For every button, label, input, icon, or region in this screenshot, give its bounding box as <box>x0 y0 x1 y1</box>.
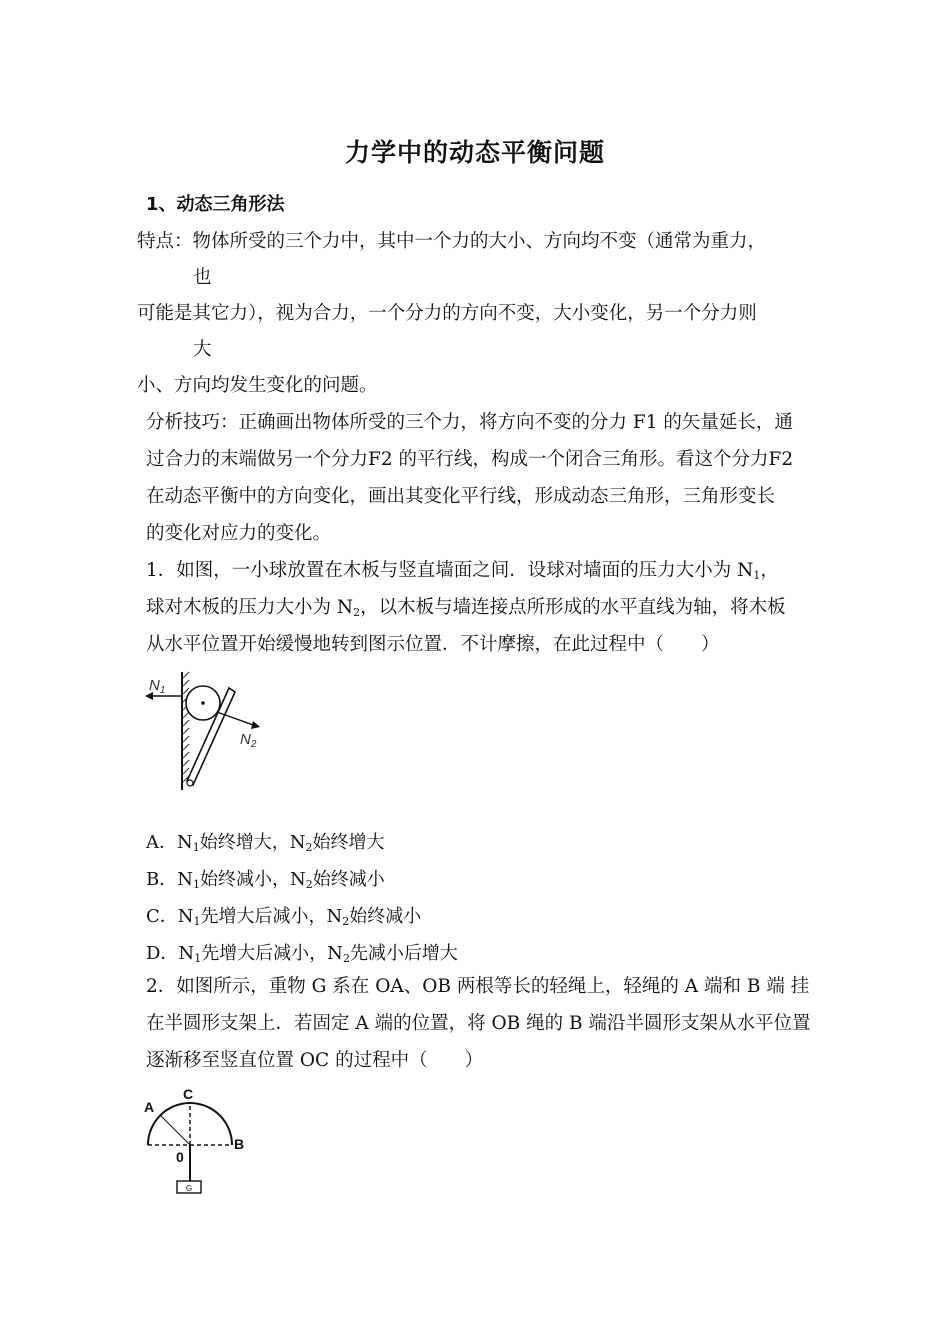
features-line-4: 大 <box>193 339 212 360</box>
q1-option-a[interactable]: A．$N_1$始终增大，$N_2$始终增大 <box>146 832 385 854</box>
q1-line-1: 1．如图，一小球放置在木板与竖直墙面之间．设球对墙面的压力大小为 $N_1$， <box>146 560 779 582</box>
q1-line-3: 从水平位置开始缓慢地转到图示位置．不计摩擦，在此过程中（ ） <box>146 634 720 655</box>
analysis-line-1: 分析技巧：正确画出物体所受的三个力，将方向不变的分力 F1 的矢量延长，通 <box>146 412 793 433</box>
label-c: C <box>183 1086 194 1102</box>
q1-option-b[interactable]: B．$N_1$始终减小，$N_2$始终减小 <box>146 869 385 891</box>
analysis-line-2: 过合力的末端做另一个分力F2 的平行线，构成一个闭合三角形。看这个分力F2 <box>146 449 794 470</box>
label-a: A <box>144 1099 155 1115</box>
analysis-line-4: 的变化对应力的变化。 <box>146 523 332 544</box>
q1-option-c[interactable]: C．$N_1$先增大后减小，$N_2$始终减小 <box>146 906 422 928</box>
features-line-1: 特点：物体所受的三个力中，其中一个力的大小、方向均不变（通常为重力， <box>137 231 767 252</box>
pivot-icon <box>187 780 193 786</box>
q1-figure-ball-board-wall <box>140 670 275 795</box>
q1-line-2: 球对木板的压力大小为 $N_2$，以木板与墙连接点所形成的水平直线为轴，将木板 <box>146 597 786 619</box>
label-o: 0 <box>176 1149 184 1165</box>
label-b: B <box>234 1136 245 1152</box>
features-line-5: 小、方向均发生变化的问题。 <box>137 375 378 396</box>
svg-text:G: G <box>185 1184 193 1193</box>
features-line-2: 也 <box>193 267 212 288</box>
q2-figure-semicircle-support <box>140 1083 250 1201</box>
n1-label: $N_1$ <box>149 677 166 696</box>
n2-label: $N_2$ <box>240 731 257 750</box>
rope-oa-icon <box>160 1115 190 1145</box>
q2-line-2: 在半圆形支架上．若固定 A 端的位置，将 OB 绳的 B 端沿半圆形支架从水平位置 <box>146 1013 811 1034</box>
section-heading: 1、动态三角形法 <box>146 194 285 215</box>
wall-icon <box>182 672 189 790</box>
q2-line-3: 逐渐移至竖直位置 OC 的过程中（ ） <box>146 1050 484 1071</box>
features-line-3: 可能是其它力），视为合力，一个分力的方向不变，大小变化，另一个分力则 <box>137 303 757 324</box>
q1-option-d[interactable]: D．$N_1$先增大后减小，$N_2$先减小后增大 <box>146 943 458 965</box>
analysis-line-3: 在动态平衡中的方向变化，画出其变化平行线，形成动态三角形，三角形变长 <box>146 486 776 507</box>
n2-arrow-icon <box>217 712 260 729</box>
q2-line-1: 2．如图所示，重物 G 系在 OA、OB 两根等长的轻绳上，轻绳的 A 端和 B 端 挂 <box>146 976 810 997</box>
page-title: 力学中的动态平衡问题 <box>344 138 605 167</box>
